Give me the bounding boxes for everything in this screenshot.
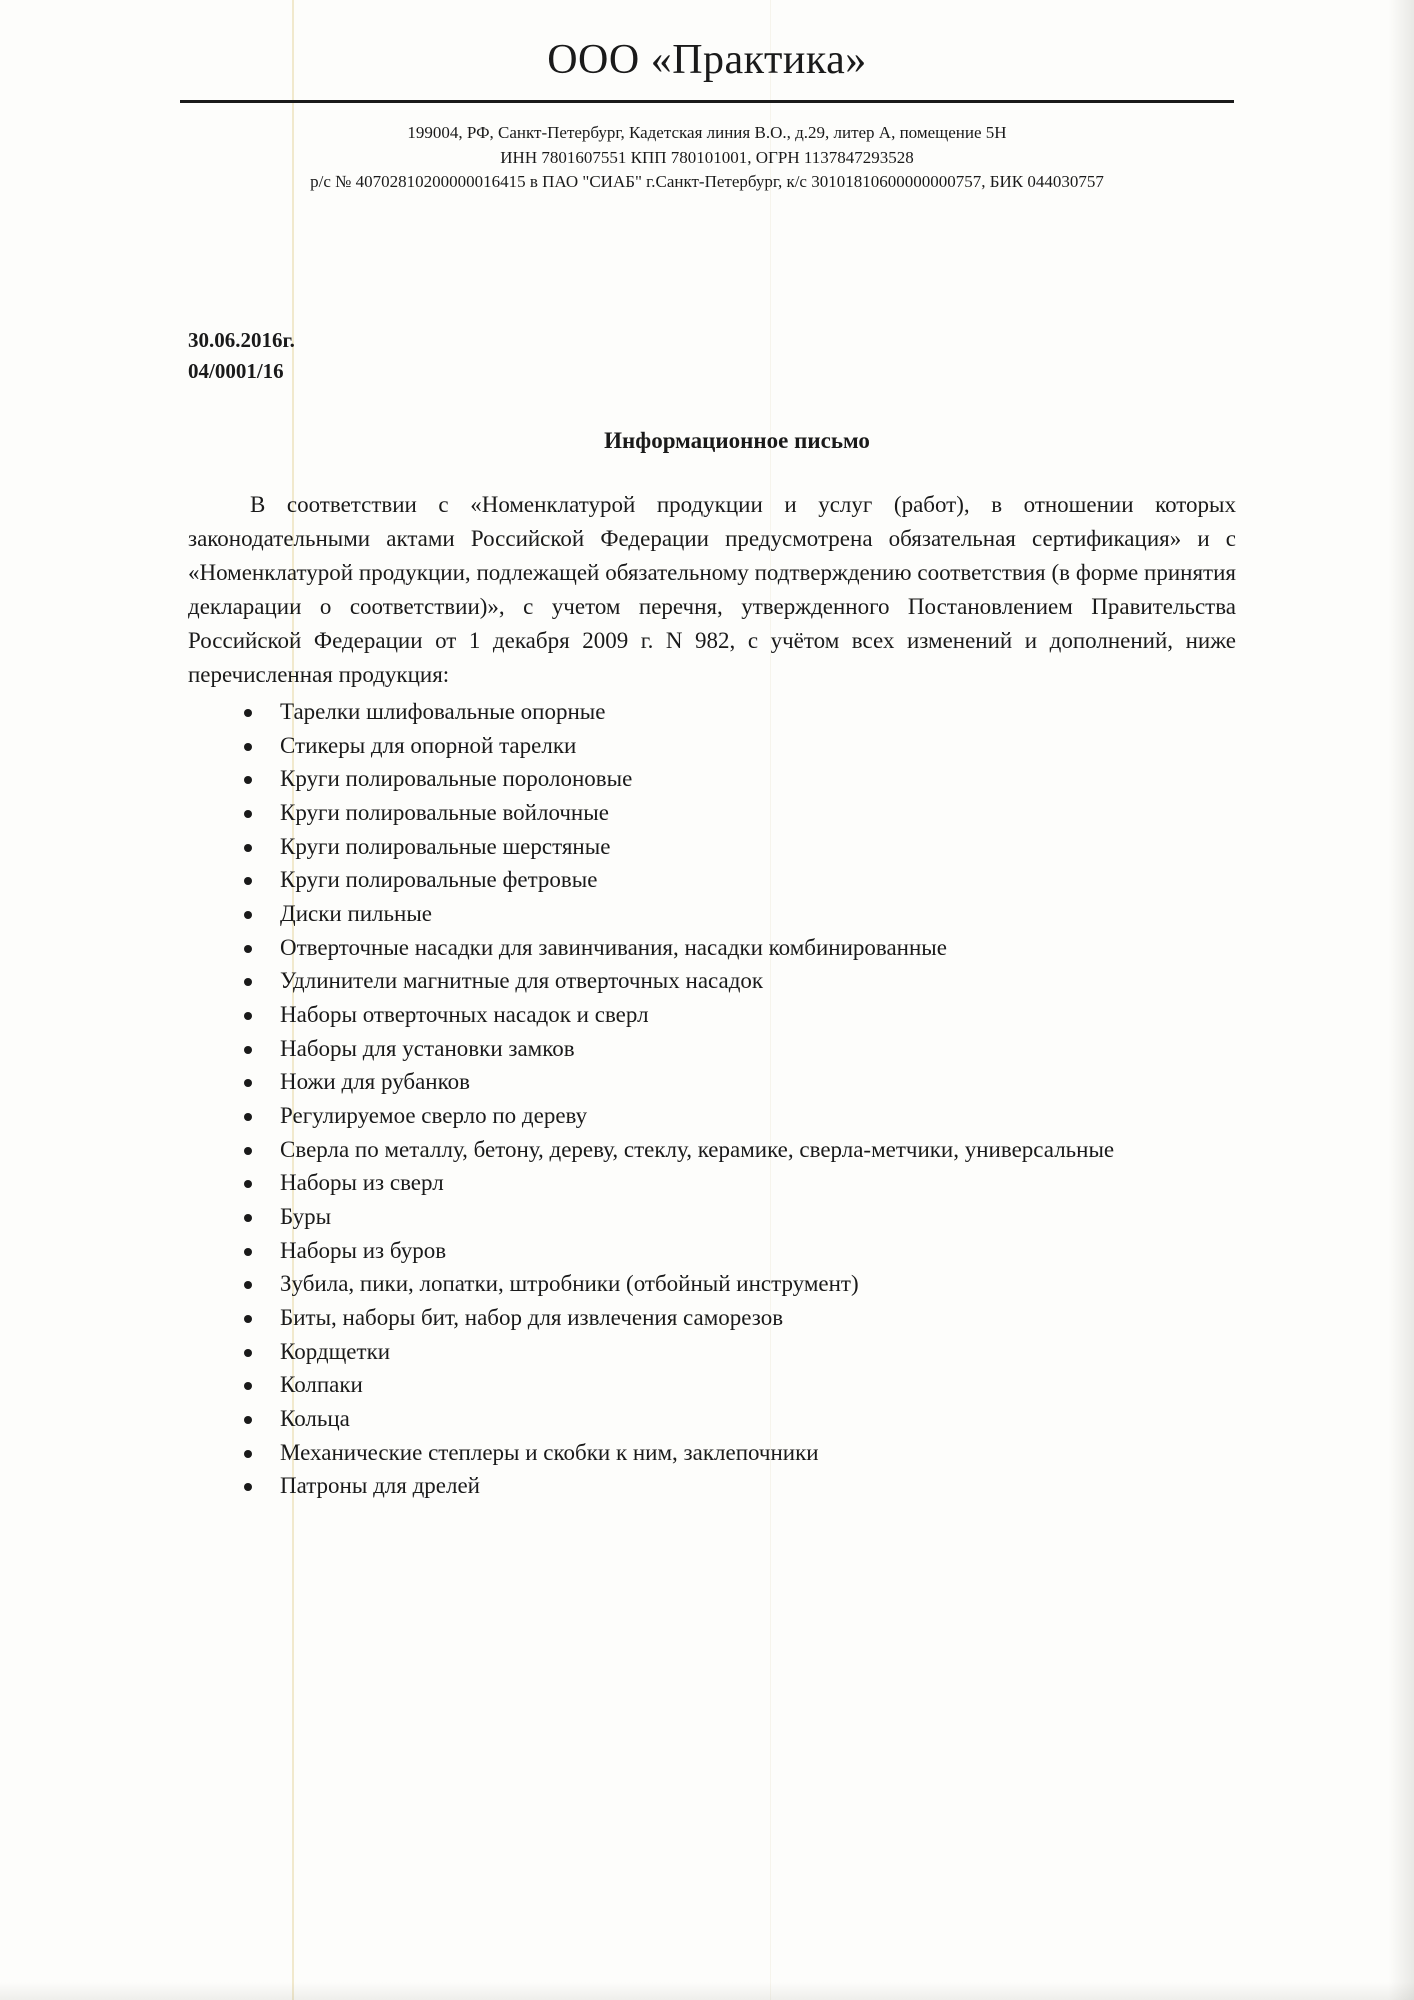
list-item: Круги полировальные шерстяные [236,831,1244,864]
list-item: Зубила, пики, лопатки, штробники (отбойный инструмент) [236,1268,1244,1301]
document-meta [188,325,1414,388]
list-item: Диски пильные [236,898,1244,931]
letterhead [0,0,1414,195]
company-tax-ids: ИНН 7801607551 КПП 780101001, ОГРН 1137847293528 [500,147,914,167]
document-number: 04/0001/16 [188,359,284,384]
company-requisites [0,121,1414,195]
list-item: Сверла по металлу, бетону, дереву, стеклу, керамике, сверла-метчики, универсальные [236,1134,1244,1167]
company-name: ООО «Практика» [547,37,867,83]
list-item: Колпаки [236,1369,1244,1402]
intro-paragraph: В соответствии с «Номенклатурой продукции и услуг (работ), в отношении которых законодательными актами Российской Федерации предусмотрена обязательная сертификация» и с «Номенклатурой продукции, подлежащей обязательному подтверждению соответствия (в форме принятия декларации о соответствии)», с учетом перечня, утвержденного Постановлением Правительства Российской Федерации от 1 декабря 2009 г. N 982, с учётом всех изменений и дополнений, ниже перечисленная продукция: [188,491,1236,688]
list-item: Наборы из сверл [236,1167,1244,1200]
list-item: Круги полировальные поролоновые [236,763,1244,796]
list-item: Наборы из буров [236,1235,1244,1268]
list-item: Удлинители магнитные для отверточных насадок [236,965,1244,998]
list-item: Кольца [236,1403,1244,1436]
list-item: Буры [236,1201,1244,1234]
list-item: Ножи для рубанков [236,1066,1244,1099]
document-date: 30.06.2016г. [188,327,295,352]
list-item: Патроны для дрелей [236,1470,1244,1503]
list-item: Отверточные насадки для завинчивания, насадки комбинированные [236,932,1244,965]
list-item: Наборы отверточных насадок и сверл [236,999,1244,1032]
scan-bottom-shadow [0,1982,1414,2000]
list-item: Механические степлеры и скобки к ним, заклепочники [236,1437,1244,1470]
company-bank-details: р/с № 40702810200000016415 в ПАО "СИАБ" г.Санкт-Петербург, к/с 30101810600000000757, БИК 044030757 [310,172,1104,192]
list-item: Регулируемое сверло по дереву [236,1100,1244,1133]
list-item: Тарелки шлифовальные опорные [236,696,1244,729]
product-list [236,696,1244,1503]
list-item: Биты, наборы бит, набор для извлечения саморезов [236,1302,1244,1335]
header-divider [180,100,1234,103]
list-item: Круги полировальные фетровые [236,864,1244,897]
list-item: Наборы для установки замков [236,1033,1244,1066]
list-item: Стикеры для опорной тарелки [236,730,1244,763]
list-item: Круги полировальные войлочные [236,797,1244,830]
page-title: Информационное письмо [604,427,870,453]
list-item: Кордщетки [236,1336,1244,1369]
company-address: 199004, РФ, Санкт-Петербург, Кадетская линия В.О., д.29, литер А, помещение 5Н [407,123,1007,142]
